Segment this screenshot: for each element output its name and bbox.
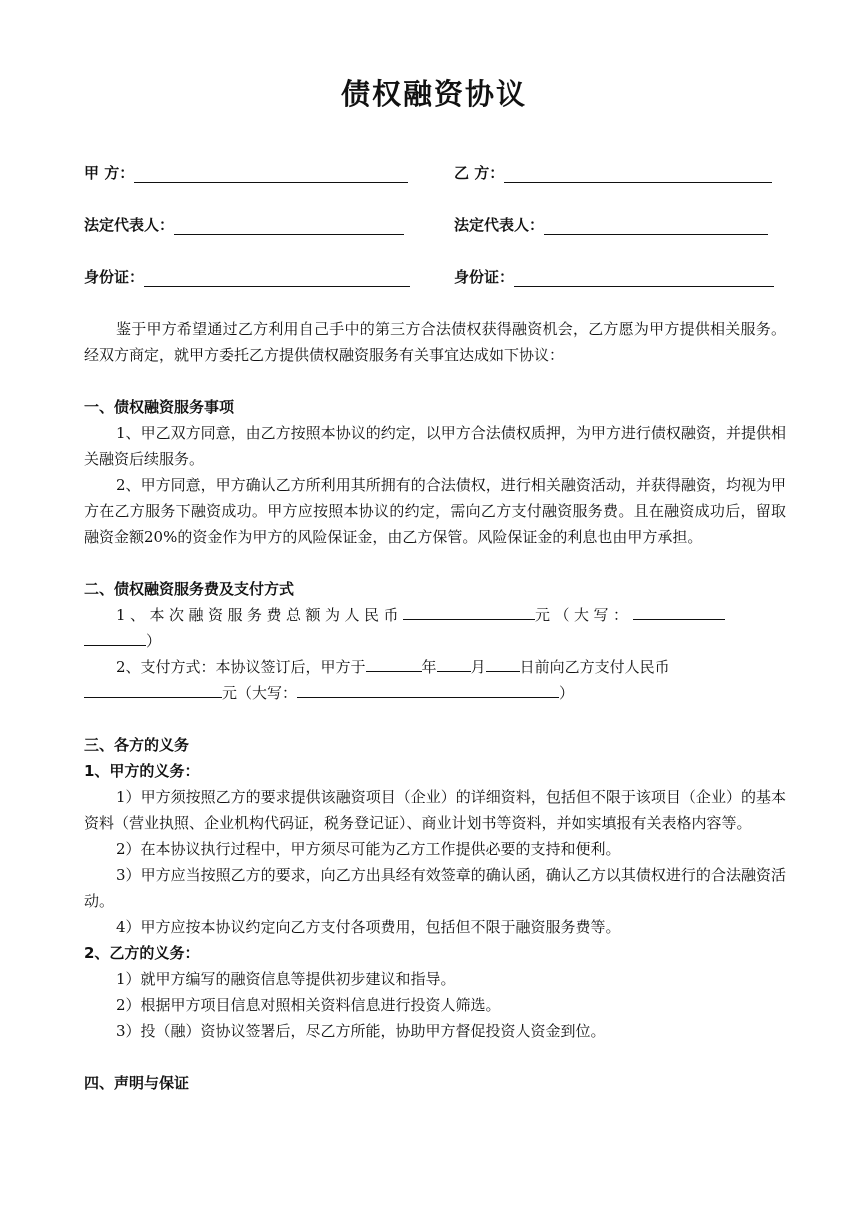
- section2-paragraph-2: [84, 654, 786, 706]
- section2-heading: 二、债权融资服务费及支付方式: [84, 580, 295, 598]
- legal-rep-a-blank[interactable]: [174, 216, 404, 235]
- fee-amount-words-blank-cont[interactable]: [84, 629, 146, 646]
- payment-day-blank[interactable]: [486, 655, 520, 672]
- party-a-label: 甲 方：: [84, 164, 135, 182]
- id-b-blank[interactable]: [514, 268, 774, 287]
- party-a-obligation-2: 2）在本协议执行过程中，甲方须尽可能为乙方工作提供必要的支持和便利。: [116, 840, 621, 858]
- payment-end: ）: [559, 684, 575, 702]
- id-b-label: 身份证：: [454, 268, 515, 286]
- party-b-obligation-3: 3）投（融）资协议签署后，尽乙方所能，协助甲方督促投资人资金到位。: [116, 1022, 606, 1040]
- legal-rep-a-field[interactable]: [84, 214, 404, 235]
- fee-total-mid: 元（大写：: [535, 606, 633, 624]
- party-b-obligation-2: 2）根据甲方项目信息对照相关资料信息进行投资人筛选。: [116, 996, 501, 1014]
- document-body: [84, 316, 786, 1096]
- party-row-legal-rep: [84, 214, 786, 240]
- payment-year-label: 年: [421, 658, 437, 676]
- legal-rep-a-label: 法定代表人：: [84, 216, 175, 234]
- legal-rep-b-field[interactable]: [454, 214, 768, 235]
- party-row-names: [84, 162, 786, 188]
- party-a-blank[interactable]: [134, 164, 408, 183]
- payment-year-blank[interactable]: [366, 655, 422, 672]
- payment-amount-blank[interactable]: [84, 681, 222, 698]
- legal-rep-b-blank[interactable]: [544, 216, 768, 235]
- section1-heading: 一、债权融资服务事项: [84, 398, 235, 416]
- legal-rep-b-label: 法定代表人：: [454, 216, 545, 234]
- party-a-field[interactable]: [84, 162, 408, 183]
- party-b-obligations-heading: 2、乙方的义务：: [84, 944, 200, 962]
- payment-prefix: 2、支付方式：本协议签订后，甲方于: [116, 658, 366, 676]
- party-b-field[interactable]: [454, 162, 772, 183]
- id-a-field[interactable]: [84, 266, 410, 287]
- payment-day-label: 日前向乙方支付人民币: [519, 658, 670, 676]
- party-a-obligations-heading: 1、甲方的义务：: [84, 762, 200, 780]
- document-title: 债权融资协议: [340, 77, 527, 111]
- party-a-obligation-1: 1）甲方须按照乙方的要求提供该融资项目（企业）的详细资料，包括但不限于该项目（企业）的基本资料（营业执照、企业机构代码证，税务登记证）、商业计划书等资料，并如实填报有关表格内容等。: [84, 788, 786, 832]
- section1-paragraph-2: 2、甲方同意，甲方确认乙方所利用其所拥有的合法债权，进行相关融资活动，并获得融资，均视为甲方在乙方服务下融资成功。甲方应按照本协议的约定，需向乙方支付融资服务费。且在融资成功后，留取融资金额20%的资金作为甲方的风险保证金，由乙方保管。风险保证金的利息也由甲方承担。: [84, 476, 786, 546]
- id-a-blank[interactable]: [144, 268, 410, 287]
- payment-amount-words-blank[interactable]: [297, 681, 559, 698]
- fee-amount-words-blank[interactable]: [633, 603, 725, 620]
- party-b-label: 乙 方：: [454, 164, 505, 182]
- payment-month-blank[interactable]: [437, 655, 471, 672]
- payment-month-label: 月: [470, 658, 486, 676]
- preamble-paragraph: 鉴于甲方希望通过乙方利用自己手中的第三方合法债权获得融资机会，乙方愿为甲方提供相关服务。经双方商定，就甲方委托乙方提供债权融资服务有关事宜达成如下协议：: [84, 320, 786, 364]
- party-a-obligation-4: 4）甲方应按本协议约定向乙方支付各项费用，包括但不限于融资服务费等。: [116, 918, 621, 936]
- id-b-field[interactable]: [454, 266, 774, 287]
- party-row-id: [84, 266, 786, 292]
- fee-amount-blank[interactable]: [403, 603, 535, 620]
- section1-paragraph-1: 1、甲乙双方同意，由乙方按照本协议的约定，以甲方合法债权质押，为甲方进行债权融资，并提供相关融资后续服务。: [84, 424, 786, 468]
- party-b-obligation-1: 1）就甲方编写的融资信息等提供初步建议和指导。: [116, 970, 456, 988]
- party-a-obligation-3: 3）甲方应当按照乙方的要求，向乙方出具经有效签章的确认函，确认乙方以其债权进行的合法融资活动。: [84, 866, 786, 910]
- fee-total-end: ）: [146, 632, 166, 650]
- section4-heading: 四、声明与保证: [84, 1074, 190, 1092]
- payment-yuan-label: 元（大写：: [222, 684, 298, 702]
- id-a-label: 身份证：: [84, 268, 145, 286]
- section2-paragraph-1: [84, 602, 786, 654]
- party-b-blank[interactable]: [504, 164, 772, 183]
- section3-heading: 三、各方的义务: [84, 736, 190, 754]
- fee-total-prefix: 1、本次融资服务费总额为人民币: [116, 606, 404, 624]
